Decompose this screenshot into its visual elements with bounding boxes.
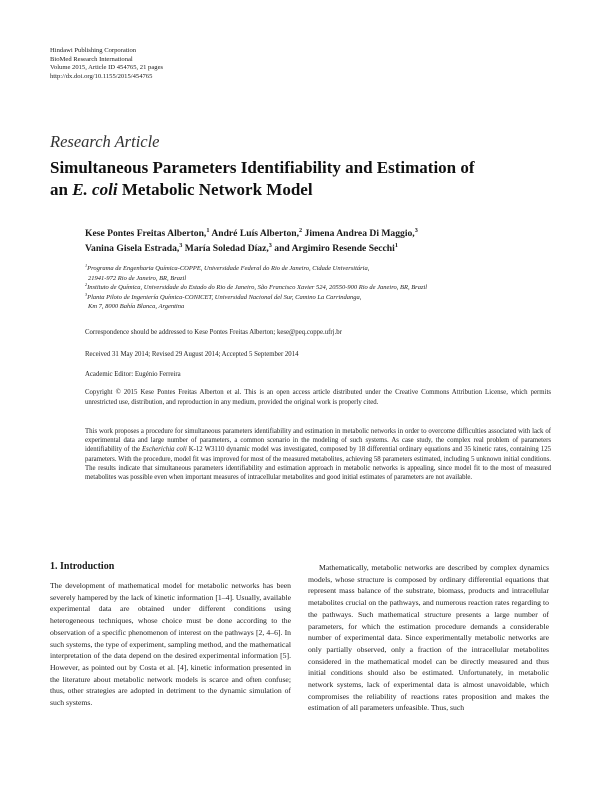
affiliation-number: 2 — [85, 282, 88, 288]
author: and Argimiro Resende Secchi — [271, 243, 395, 254]
affiliation-marker: 2 — [299, 226, 303, 234]
title-line-2 — [50, 179, 570, 201]
abstract-text-1: This work proposes a procedure for simultaneous parameters identifiability and estimation in metabolic networks in order to overcome difficulties associated with lack of experimental data and large number of parameters, a common scenario in the modeling of such systems. As case study, the complex real problem of parameters identifiability of the — [85, 428, 551, 454]
organism-name: E. coli — [72, 180, 118, 199]
journal-name: BioMed Research International — [50, 55, 133, 63]
affiliation-2 — [85, 283, 565, 293]
journal-header — [50, 47, 163, 81]
affiliation-marker: 3 — [414, 226, 418, 234]
author-list — [85, 226, 565, 256]
copyright-notice: Copyright © 2015 Kese Pontes Freitas Alberton et al. This is an open access article distributed under the Creative Commons Attribution License, which permits unrestricted use, distribution, and reproduction in any medium, provided the original work is properly cited. — [85, 389, 551, 406]
title-prefix: an — [50, 180, 73, 199]
affiliation-1-cont: 21941-972 Rio de Janeiro, BR, Brazil — [88, 274, 187, 282]
intro-paragraph-2: Mathematically, metabolic networks are described by complex dynamics models, whose structure is composed by ordinary differential equations that represent mass balance of the substrate, biomass, products and intracellular metabolites crucial on the pathways, and numerous reaction rates regarding to the pathways. Such mathematical structure presents a large number of parameters, for which the estimation procedure demands a considerable number of experimental data. Since experimentally metabolic networks are only partially observed, only a fraction of the intracellular metabolites considered in the mathematical model can be directly measured and thus initial conditions should also be estimated. Unfortunately, in metabolic network systems, lack of experimental data is almost unavoidable, which compromises the reliability of reactions rates proposition and makes the estimation of all parameters unfeasible. Thus, such — [308, 563, 549, 713]
author-line-1 — [85, 226, 565, 241]
right-column — [308, 562, 549, 714]
affiliation-marker: 1 — [206, 226, 210, 234]
affiliation-marker: 1 — [394, 241, 398, 249]
publisher-name: Hindawi Publishing Corporation — [50, 47, 137, 54]
affiliations — [85, 264, 565, 312]
received-dates: Received 31 May 2014; Revised 29 August 2014; Accepted 5 September 2014 — [85, 351, 299, 358]
author: Jimena Andrea Di Maggio, — [302, 228, 415, 239]
author: María Soledad Díaz, — [182, 243, 269, 254]
abstract-organism: Escherichia coli — [142, 446, 187, 454]
title-line-1: Simultaneous Parameters Identifiability and Estimation of — [50, 158, 475, 177]
author: Kese Pontes Freitas Alberton, — [85, 228, 207, 239]
abstract-text-2: K-12 W3110 dynamic model was investigated, composed by 18 differential ordinary equations and 35 kinetic rates, containing 125 parameters. With the procedure, model fit was improved for most of the measured metabolites, achieving 58 parameters estimated, including 5 unknown initial conditions. The results indicate that simultaneous parameters identifiability and estimation approach in metabolic networks is appealing, since model fit to the most of measured metabolites was possible even when important measures of intracellular metabolites and good initial estimates of parameters are not available. — [85, 446, 552, 482]
author: Vanina Gisela Estrada, — [85, 243, 180, 254]
affiliation-1 — [85, 264, 565, 274]
section-heading: 1. Introduction — [50, 561, 115, 572]
volume-info: Volume 2015, Article ID 454765, 21 pages — [50, 64, 164, 72]
correspondence-note: Correspondence should be addressed to Kese Pontes Freitas Alberton; kese@peq.coppe.ufrj.br — [85, 329, 342, 336]
academic-editor: Academic Editor: Eugénio Ferreira — [85, 371, 181, 378]
affiliation-text: Programa de Engenharia Química-COPPE, Universidade Federal do Rio de Janeiro, Cidade Universitária, — [87, 265, 370, 272]
paper-title — [50, 157, 570, 201]
affiliation-number: 1 — [85, 262, 88, 268]
article-type: Research Article — [50, 132, 160, 151]
affiliation-number: 3 — [85, 291, 88, 297]
affiliation-text: Instituto de Química, Universidade do Estado do Rio de Janeiro, São Francisco Xavier 524, 20550-900 Rio de Janeiro, BR, Brazil — [87, 284, 428, 292]
left-column — [50, 580, 291, 709]
affiliation-text: Planta Piloto de Ingeniería Química-CONICET, Universidad Nacional del Sur, Camino La Carrindanga, — [87, 293, 362, 301]
author-line-2 — [85, 241, 565, 256]
affiliation-marker: 3 — [268, 241, 272, 249]
title-suffix: Metabolic Network Model — [117, 180, 313, 199]
affiliation-marker: 3 — [179, 241, 183, 249]
doi-link[interactable]: http://dx.doi.org/10.1155/2015/454765 — [50, 72, 153, 80]
affiliation-3-cont: Km 7, 8000 Bahía Blanca, Argentina — [88, 303, 185, 311]
intro-paragraph-1: The development of mathematical model for metabolic networks has been severely hampered by the lack of kinetic information [1–4]. Usually, available experimental data are obtained under different conditions using heterogeneous techniques, whose choice must be done according to the observation of a specific phenomenon of interest on the pathways [2, 4–6]. In such systems, the type of experiment, sampling method, and the mathematical interpretation of the data depend on the desired experimental information [5]. However, as pointed out by Costa et al. [4], kinetic information presented in the literature about metabolic network models is scarce and often confuse; thus, other strategies are adopted in detriment to the dynamic simulation of such systems. — [50, 581, 291, 708]
abstract — [85, 427, 551, 482]
author: André Luís Alberton, — [209, 228, 300, 239]
affiliation-3 — [85, 293, 565, 303]
